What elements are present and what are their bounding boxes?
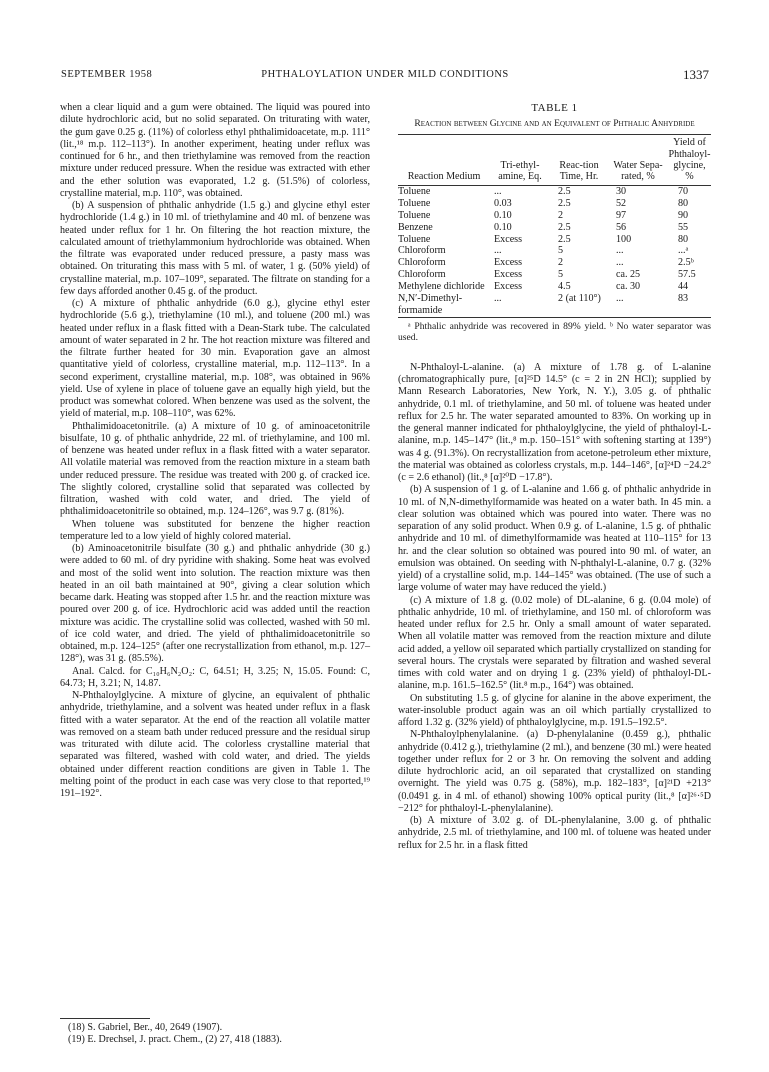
running-header	[61, 69, 709, 83]
table-row	[398, 185, 711, 197]
table-cell: Toluene	[398, 209, 431, 221]
table-cell: 30	[616, 185, 627, 197]
table-cell: Excess	[494, 257, 523, 269]
left-column	[60, 102, 370, 800]
footnote: (19) E. Drechsel, J. pract. Chem., (2) 27, 418 (1883).	[68, 1034, 282, 1046]
header-title: PHTHALOYLATION UNDER MILD CONDITIONS	[261, 69, 509, 80]
column-header: Water Sepa-rated, %	[613, 160, 663, 183]
table-cell: 80	[678, 233, 689, 245]
table-cell: 0.03	[494, 197, 512, 209]
table-row	[398, 281, 711, 293]
column-header: Reac-tion Time, Hr.	[559, 160, 599, 183]
table-cell: Toluene	[398, 185, 431, 197]
paragraph: When toluene was substituted for benzene the higher reaction temperature led to a low yield of highly colored material.	[60, 518, 370, 542]
table-row	[398, 222, 711, 234]
header-date: SEPTEMBER 1958	[61, 69, 153, 80]
paragraph: N-Phthaloylphenylalanine. (a) D-phenylalanine (0.459 g.), phthalic anhydride (0.412 g.), triethylamine (2 ml.), and benzene (30 ml.) were heated together under reflux for 2 or 3 hr. On removing the solvent and adding dilute hydrochloric acid, an oil separated that crystallized on standing overnight. The yield was 0.75 g. (58%), m.p. 182–183°, [α]²¹D +213° (0.0491 g. in 4 ml. of ethanol) showing 100% optical purity (lit.,⁸ [α]²⁶·⁵D −212° for phthaloyl-L-phenylalanine).	[398, 729, 711, 814]
page-number: 1337	[683, 67, 709, 82]
table-cell: 55	[678, 221, 689, 233]
table-cell: Chloroform	[398, 257, 446, 269]
footnotes	[60, 1022, 370, 1047]
table-cell: 2.5	[558, 233, 571, 245]
column-header: Yield of Phthaloyl-glycine, %	[668, 137, 711, 183]
table-row	[398, 198, 711, 210]
results-table	[398, 134, 711, 318]
paragraph: when a clear liquid and a gum were obtained. The liquid was poured into dilute hydrochloric acid, but no solid separated. On triturating with water, the gum gave 0.25 g. (11%) of colorless ethyl phthalimidoacetate, m.p. 111° (lit.,¹⁸ m.p. 112–113°). In another experiment, heating under reflux was continued for 6 hr., and then triethylamine was removed from the reaction mixture under reduced pressure. When the residue was extracted with ether and the ether solution was evaporated, 1.2 g. (51.5%) of colorless, crystalline material, m.p. 110°, was obtained.	[60, 102, 370, 199]
paragraph: Phthalimidoacetonitrile. (a) A mixture of 10 g. of aminoacetonitrile bisulfate, 10 g. of phthalic anhydride, 22 ml. of triethylamine, and 100 ml. of benzene was heated under reflux in a flask fitted with a water separator. All volatile material was removed from the reaction mixture in a steam bath under reduced pressure. The residue was treated with 200 g. of cracked ice. The slightly colored, crystalline solid that separated was collected by filtration, washed with cold water, and dried. The yield of phthalimidoacetonitrile so obtained, m.p. 124–126°, was 9.7 g. (81%).	[60, 420, 370, 518]
table-cell: 2.5	[558, 197, 571, 209]
table-caption: TABLE 1	[531, 102, 578, 114]
table-cell: 83	[678, 293, 689, 305]
table-cell: Excess	[494, 281, 523, 293]
table-cell: 80	[678, 197, 689, 209]
table-cell: Chloroform	[398, 245, 446, 257]
table-cell: Toluene	[398, 197, 431, 209]
table-cell: ca. 25	[616, 269, 641, 281]
table-footnote: ᵃ Phthalic anhydride was recovered in 89% yield. ᵇ No water separator was used.	[398, 320, 711, 344]
table-cell: 2 (at 110°)	[558, 293, 601, 305]
paragraph: (b) Aminoacetonitrile bisulfate (30 g.) and phthalic anhydride (30 g.) were added to 60 ml. of dry pyridine with shaking. Some heat was evolved and most of the solid went into solution. The reaction mixture was then heated in an oil bath maintained at 90°, giving a clear solution which became dark. Heating was stopped after 1.5 hr. and the reaction mixture was poured over 200 g. of ice. Hydrochloric acid was added until the reaction mixture was acidic. The crystalline solid was collected, washed with 50 ml. of ice cold water, and dried. The yield of phthalimidoacetonitrile so obtained, m.p. 124–125° (after one recrystallization from ethanol, m.p. 127–128°), was 31 g. (85.5%).	[60, 543, 370, 665]
table-cell: 5	[558, 245, 564, 257]
table-row	[398, 269, 711, 281]
table-cell: ca. 30	[616, 281, 641, 293]
table-cell: Excess	[494, 233, 523, 245]
table-cell: Toluene	[398, 233, 431, 245]
table-cell: 2.5	[558, 221, 571, 233]
right-column	[398, 102, 711, 852]
paragraph: N-Phthaloylglycine. A mixture of glycine, an equivalent of phthalic anhydride, triethylamine, and a solvent was heated under reflux in a flask fitted with a water separator. At the end of the reaction all volatile matter was removed on a steam bath under reduced pressure and the residual sirup was triturated with dilute acid. The colorless crystalline material that separated was filtered, washed with cold water, and dried. The yields obtained under different reaction conditions are given in Table 1. The melting point of the product in each case was very close to that reported,¹⁹ 191–192°.	[60, 690, 370, 799]
table-cell: 5	[558, 269, 564, 281]
table-cell: 2.5ᵇ	[678, 257, 694, 269]
table-row	[398, 293, 711, 317]
table-row	[398, 257, 711, 269]
paragraph: (b) A suspension of phthalic anhydride (1.5 g.) and glycine ethyl ester hydrochloride (1.4 g.) in 10 ml. of triethylamine and 40 ml. of benzene was heated under reflux for 1 hr. On filtering the hot reaction mixture, the calculated amount of triethylammonium hydrochloride was obtained. When the filtrate was evaporated under reduced pressure, a pasty mass was obtained. On triturating this mass with 5 ml. of water, 1 g. (50% yield) of crystalline material, m.p. 107–109°, separated. The filtrate on standing for a few days afforded another 0.45 g. of the product.	[60, 200, 370, 297]
table-row	[398, 245, 711, 257]
table-cell: ...	[494, 245, 502, 257]
table-cell: 97	[616, 209, 627, 221]
table-cell: 2	[558, 209, 564, 221]
table-cell: 4.5	[558, 281, 571, 293]
table-row	[398, 210, 711, 222]
table-cell: Benzene	[398, 221, 433, 233]
table-cell: 56	[616, 221, 627, 233]
column-header: Tri-ethyl-amine, Eq.	[498, 160, 542, 183]
table-cell: 57.5	[678, 269, 696, 281]
table-header-row	[398, 135, 711, 186]
paragraph: (b) A mixture of 3.02 g. of DL-phenylalanine, 3.00 g. of phthalic anhydride, 2.5 ml. of triethylamine, and 100 ml. of toluene was heated under reflux for 2.5 hr. in a flask fitted	[398, 815, 711, 851]
table-cell: ...	[616, 293, 624, 305]
table-cell: 90	[678, 209, 689, 221]
footnote: (18) S. Gabriel, Ber., 40, 2649 (1907).	[68, 1022, 223, 1033]
table-cell: ...	[616, 245, 624, 257]
table-cell: ...	[494, 185, 502, 197]
paragraph: N-Phthaloyl-L-alanine. (a) A mixture of 1.78 g. of L-alanine (chromatographically pure, [α]²⁵D 14.5° (c = 2 in 2N HCl); supplied by Mann Research Laboratories, New York, N. Y.), 3.05 g. of phthalic anhydride, 0.1 ml. of triethylamine, and 50 ml. of toluene was heated under reflux for 2.5 hr. The water separated amounted to 83%. On working up in the general manner indicated for phthaloylglycine, the yield of phthaloyl-L-alanine, m.p. 145–147° (lit.,⁸ m.p. 150–151° with softening starting at 139°) was 4 g. (91.3%). On recrystallization from acetone-petroleum ether mixture, the material was obtained as colorless crystals, m.p. 144–146°, [α]²⁴D −24.2° (c = 2.6 ethanol) (lit.,⁸ [α]²⁰D −17.8°).	[398, 361, 711, 484]
table-cell: 70	[678, 185, 689, 197]
table-cell: 0.10	[494, 221, 512, 233]
table-cell: N,N′-Dimethyl-formamide	[398, 293, 463, 316]
paragraph: (b) A suspension of 1 g. of L-alanine and 1.66 g. of phthalic anhydride in 10 ml. of N,N-dimethylformamide was heated on a water bath. In 45 min. a clear solution was obtained which was poured into water. There was no separation of any solid product. When 0.9 g. of L-alanine, 1.5 g. of phthalic anhydride and 10 ml. of dimethylformamide was heated at 110–115° for 13 hr. and the clear solution so obtained was poured into 90 ml. of water, an emulsion was obtained. On seeding with N-phthalyl-L-alanine, 0.7 g. (32% yield) of a crystalline solid, m.p. 144–145° was obtained. (The use of such a large volume of water may have reduced the yield.)	[398, 484, 711, 594]
table-cell: 0.10	[494, 209, 512, 221]
table-cell: 2.5	[558, 185, 571, 197]
table-cell: 100	[616, 233, 632, 245]
paragraph: On substituting 1.5 g. of glycine for alanine in the above experiment, the water-insoluble product again was an oil which partially crystallized to afford 1.32 g. (32% yield) of phthaloylglycine, m.p. 191.5–192.5°.	[398, 692, 711, 729]
table-cell: Methylene dichloride	[398, 281, 485, 293]
table-cell: Excess	[494, 269, 523, 281]
table-cell: Chloroform	[398, 269, 446, 281]
footnote-rule	[60, 1018, 150, 1019]
table-cell: ...	[616, 257, 624, 269]
table-cell: 44	[678, 281, 689, 293]
column-header: Reaction Medium	[407, 171, 481, 183]
spacer	[398, 344, 711, 362]
paragraph: (c) A mixture of 1.8 g. (0.02 mole) of DL-alanine, 6 g. (0.04 mole) of phthalic anhydride, 10 ml. of triethylamine, and 150 ml. of chloroform was heated under reflux for 2.5 hr. Only a small amount of water separated. When all volatile matter was removed from the reaction mixture and dilute acid added, a yellow oil separated which partially crystallized on standing for several hours. The crystals were separated by filtration and washed several times with cold water and on drying 1 g. (23% yield) of phthaloyl-DL-alanine, m.p. 161.5–162.5° (lit.⁸ m.p., 164°) was obtained.	[398, 594, 711, 692]
table-row	[398, 234, 711, 246]
paragraph: (c) A mixture of phthalic anhydride (6.0 g.), glycine ethyl ester hydrochloride (5.6 g.), triethylamine (10 ml.), and toluene (200 ml.) was heated under reflux in a flask fitted with a Dean-Stark tube. The calculated amount of water separated in 2 hr. The hot reaction mixture was filtered and the filtrate further heated for 30 min. Evaporation gave an almost quantitative yield of colorless, crystalline material, m.p. 112–113°. In a second experiment, crystalline material, m.p. 108°, was obtained in 96% yield. Use of xylene in place of toluene gave an equally high yield, but the product was somewhat colored. When benzene was used as the solvent, the yield of material, m.p. 108–110°, was 62%.	[60, 298, 370, 420]
table-cell: 2	[558, 257, 564, 269]
table-cell: ...ᵃ	[678, 245, 689, 257]
table-1	[398, 102, 711, 344]
table-cell: 52	[616, 197, 627, 209]
table-cell: ...	[494, 293, 502, 305]
paragraph: Anal. Calcd. for C₁₀H₆N₂O₂: C, 64.51; H, 3.25; N, 15.05. Found: C, 64.73; H, 3.21; N, 14.87.	[60, 665, 370, 689]
table-subtitle: Reaction between Glycine and an Equivalent of Phthalic Anhydride	[414, 118, 695, 130]
